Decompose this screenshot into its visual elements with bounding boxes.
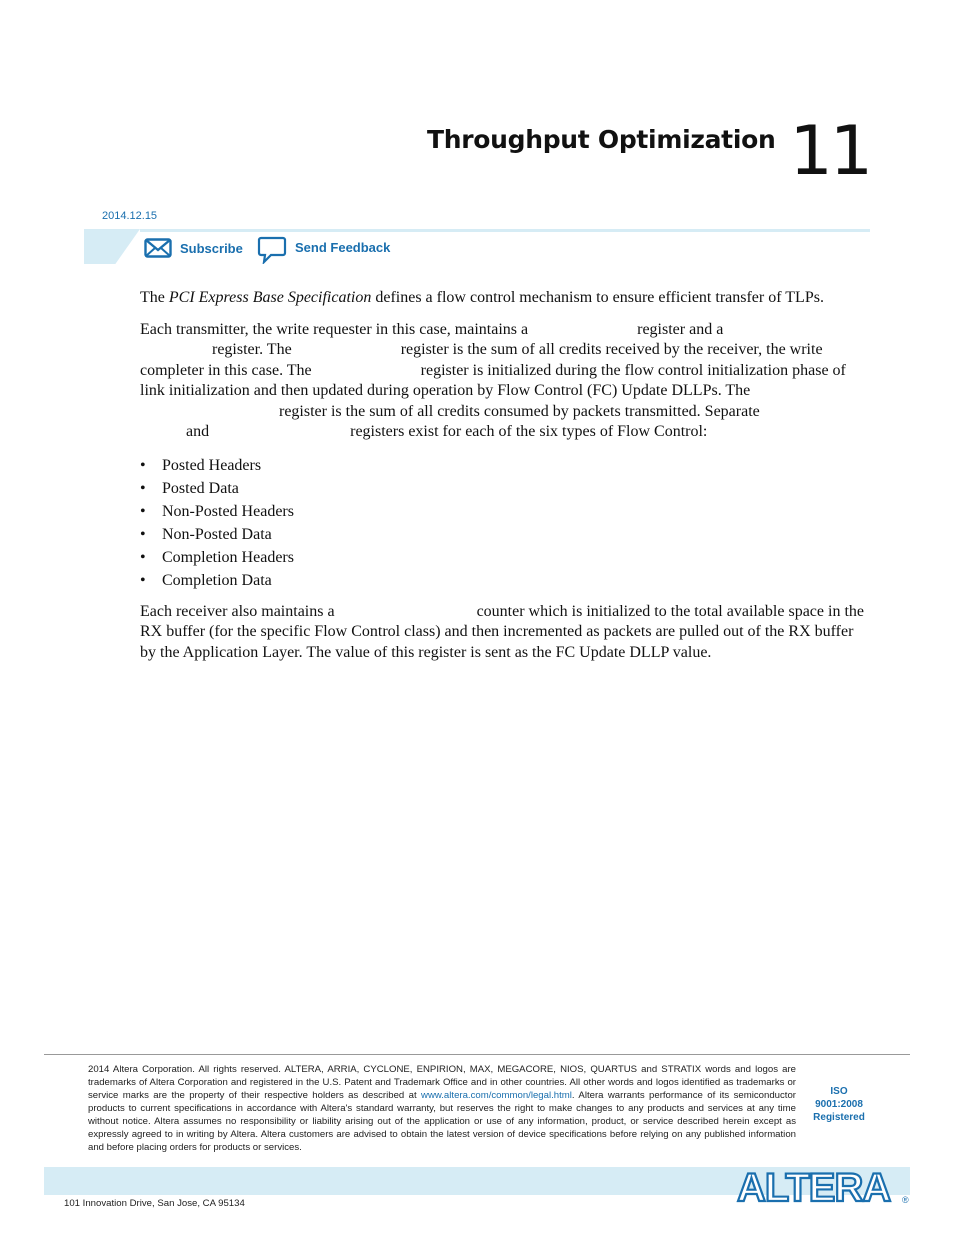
chapter-heading — [426, 112, 870, 191]
credits-text-e: register is initialized during the flow control initialization phase of link initialization and then updated during operation by Flow Control (FC) Update DLLPs. The — [140, 361, 846, 399]
credits-text-h: registers exist for each of the six types of Flow Control: — [350, 423, 708, 440]
paragraph-receiver — [140, 602, 872, 664]
receiver-text-b: counter which is initialized to the total available space in the RX buffer (for the specific Flow Control class) and then incremented as packets are pulled out of the RX buffer by the Application Layer. The value of this register is sent as the FC Update DLLP value. — [140, 602, 864, 661]
receiver-text-a: Each receiver also maintains a — [140, 602, 335, 620]
logo-wordmark: ALTERA — [737, 1166, 891, 1207]
credits-text-f: register is the sum of all credits consumed by packets transmitted. Separate — [279, 402, 760, 420]
chapter-number: 11 — [789, 112, 870, 191]
legal-url-link[interactable]: www.altera.com/common/legal.html — [421, 1090, 572, 1101]
altera-logo — [735, 1163, 913, 1207]
company-address: 101 Innovation Drive, San Jose, CA 95134 — [64, 1198, 245, 1209]
iso-badge — [804, 1085, 874, 1124]
header-rule — [140, 229, 870, 232]
iso-line: ISO — [830, 1086, 848, 1097]
subscribe-link[interactable] — [144, 238, 243, 258]
credits-text-c: register. The — [212, 341, 292, 358]
credits-text-g: and — [186, 423, 210, 440]
list-item: • Posted Headers — [140, 454, 872, 477]
flow-control-types-list — [140, 454, 872, 592]
iso-line: 9001:2008 — [815, 1099, 863, 1110]
spec-title: PCI Express Base Specification — [168, 289, 372, 306]
speech-bubble-icon — [257, 236, 287, 264]
chapter-title: Throughput Optimization — [426, 125, 776, 154]
intro-text-a: The — [140, 289, 169, 306]
main-content — [140, 288, 872, 674]
iso-line: Registered — [813, 1112, 865, 1123]
legal-text-a: 2014 Altera Corporation. All rights reserved. ALTERA, ARRIA, CYCLONE, ENPIRION, MAX, MEGACORE, NIOS, QUARTUS and STRATIX words and logos are trademarks of Altera Corporation and registered in the U.S. Patent and Trademark Office and in other countries. All other words and logos identified as trademarks or service marks are the property of their respective holders as described at — [88, 1064, 796, 1101]
list-item: • Completion Headers — [140, 546, 872, 569]
paragraph-intro — [140, 288, 872, 309]
legal-text-b: . Altera warrants performance of its semiconductor products to current specifications in accordance with Altera's standard warranty, but reserves the right to make changes to any products and services at any time without notice. Altera assumes no responsibility or liability arising out of the application or use of any information, product, or service described herein except as expressly agreed to in writing by Altera. Altera customers are advised to obtain the latest version of device specifications before relying on any published information and before placing orders for products or services. — [88, 1090, 796, 1153]
list-item: • Posted Data — [140, 477, 872, 500]
paragraph-credits — [140, 320, 872, 443]
subscribe-label: Subscribe — [180, 240, 243, 256]
registered-mark: ® — [902, 1195, 909, 1205]
credits-text-d: register is the sum of all credits received by the receiver, the write completer in this case. The — [140, 341, 823, 379]
header-band — [84, 229, 140, 264]
credits-text-b: register and a — [637, 320, 724, 338]
send-feedback-label: Send Feedback — [295, 239, 391, 255]
list-item: • Non-Posted Headers — [140, 500, 872, 523]
legal-notice — [88, 1063, 796, 1154]
list-item: • Non-Posted Data — [140, 523, 872, 546]
send-feedback-link[interactable] — [257, 236, 390, 264]
intro-text-b: defines a flow control mechanism to ensure efficient transfer of TLPs. — [371, 289, 824, 306]
list-item: • Completion Data — [140, 569, 872, 592]
envelope-icon — [144, 238, 172, 258]
footer-rule — [44, 1054, 910, 1055]
credits-text-a: Each transmitter, the write requester in this case, maintains a — [140, 320, 529, 338]
document-date: 2014.12.15 — [102, 210, 158, 222]
